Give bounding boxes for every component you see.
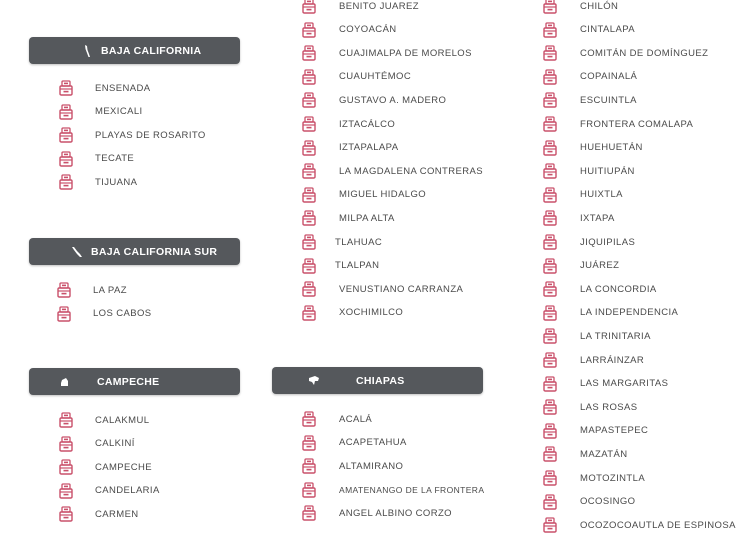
municipality-item[interactable] [301, 161, 483, 181]
municipality-label: CARMEN [95, 508, 139, 520]
municipality-item[interactable] [58, 149, 134, 169]
municipality-label: CAMPECHE [95, 461, 153, 473]
baja-california-sur-map-icon [69, 244, 85, 260]
municipality-label: XOCHIMILCO [339, 307, 404, 319]
ballot-box-icon [301, 92, 317, 108]
ballot-box-icon [542, 446, 558, 462]
municipality-label: OCOZOCOAUTLA DE ESPINOSA [580, 519, 736, 531]
ballot-box-icon [58, 151, 74, 167]
ballot-box-icon [542, 163, 558, 179]
municipality-label: MAZATÁN [580, 448, 628, 460]
ballot-box-icon [301, 0, 317, 14]
municipality-label: GUSTAVO A. MADERO [339, 94, 447, 106]
ballot-box-icon [58, 104, 74, 120]
ballot-box-icon [301, 281, 317, 297]
ballot-box-icon [542, 187, 558, 203]
ballot-box-icon [301, 45, 317, 61]
municipality-item[interactable] [301, 208, 395, 228]
municipality-item[interactable] [542, 397, 637, 417]
municipality-label: CANDELARIA [95, 485, 160, 497]
municipality-item[interactable] [56, 304, 152, 324]
ballot-box-icon [58, 506, 74, 522]
municipality-item[interactable] [301, 114, 395, 134]
municipality-label: MOTOZINTLA [580, 472, 646, 484]
municipality-item[interactable] [301, 43, 472, 63]
ballot-box-icon [58, 412, 74, 428]
municipality-label: CUAUHTÉMOC [339, 71, 412, 83]
municipality-item[interactable] [58, 172, 137, 192]
municipality-item[interactable] [542, 138, 643, 158]
municipality-item[interactable] [542, 279, 657, 299]
state-header-chiapas[interactable] [272, 367, 483, 394]
ballot-box-icon [301, 210, 317, 226]
ballot-box-icon [301, 69, 317, 85]
ballot-box-icon [301, 482, 317, 498]
ballot-box-icon [542, 328, 558, 344]
ballot-box-icon [542, 376, 558, 392]
state-header-campeche[interactable] [29, 368, 240, 395]
municipality-item[interactable] [542, 421, 648, 441]
baja-california-map-icon [79, 43, 95, 59]
ballot-box-icon [542, 470, 558, 486]
state-header-baja-california[interactable] [29, 37, 240, 64]
municipality-item[interactable] [542, 20, 635, 40]
ballot-box-icon [58, 127, 74, 143]
municipality-label: ENSENADA [95, 82, 151, 94]
municipality-item[interactable] [542, 0, 618, 16]
ballot-box-icon [58, 436, 74, 452]
municipality-label: JIQUIPILAS [580, 236, 636, 248]
municipality-label: VENUSTIANO CARRANZA [339, 283, 464, 295]
ballot-box-icon [542, 517, 558, 533]
ballot-box-icon [542, 22, 558, 38]
municipality-item[interactable] [301, 90, 446, 110]
ballot-box-icon [542, 116, 558, 132]
municipality-item[interactable] [301, 67, 411, 87]
ballot-box-icon [301, 411, 317, 427]
municipality-label: IXTAPA [580, 212, 615, 224]
ballot-box-icon [301, 116, 317, 132]
municipality-item[interactable] [542, 374, 668, 394]
municipality-label: LA PAZ [93, 284, 127, 296]
municipality-item[interactable] [542, 232, 635, 252]
municipality-item[interactable] [301, 503, 452, 523]
municipality-item[interactable] [58, 125, 206, 145]
ballot-box-icon [301, 305, 317, 321]
municipality-label: TECATE [95, 153, 135, 165]
ballot-box-icon [542, 45, 558, 61]
municipality-item[interactable] [58, 434, 135, 454]
municipality-label: OCOSINGO [580, 496, 636, 508]
municipality-label: ESCUINTLA [580, 94, 637, 106]
state-header-baja-california-sur[interactable] [29, 238, 240, 265]
municipality-item[interactable] [301, 279, 463, 299]
ballot-box-icon [301, 187, 317, 203]
municipality-label: TLAHUAC [335, 236, 383, 248]
municipality-label: FRONTERA COMALAPA [580, 118, 694, 130]
municipality-item[interactable] [58, 78, 150, 98]
municipality-label: HUEHUETÁN [580, 142, 643, 154]
municipality-label: IZTACÁLCO [339, 118, 396, 130]
municipality-label: LARRÁINZAR [580, 354, 645, 366]
municipality-label: PLAYAS DE ROSARITO [95, 129, 206, 141]
municipality-label: MIGUEL HIDALGO [339, 189, 427, 201]
municipality-item[interactable] [542, 444, 627, 464]
ballot-box-icon [542, 423, 558, 439]
ballot-box-icon [542, 92, 558, 108]
state-header-label: BAJA CALIFORNIA [101, 44, 202, 57]
municipality-label: HUITIUPÁN [580, 165, 635, 177]
municipality-item[interactable] [301, 256, 379, 276]
municipality-item[interactable] [542, 326, 651, 346]
ballot-box-icon [301, 458, 317, 474]
ballot-box-icon [542, 281, 558, 297]
municipality-label: LOS CABOS [93, 308, 152, 320]
municipality-item[interactable] [542, 468, 645, 488]
municipality-label: CUAJIMALPA DE MORELOS [339, 47, 472, 59]
chiapas-map-icon [306, 373, 322, 389]
municipality-item[interactable] [301, 185, 426, 205]
ballot-box-icon [542, 258, 558, 274]
municipality-label: CHILÓN [580, 0, 619, 12]
state-header-label: CHIAPAS [356, 374, 405, 387]
municipality-label: CALKINÍ [95, 438, 135, 450]
ballot-box-icon [301, 163, 317, 179]
municipality-item[interactable] [301, 456, 403, 476]
ballot-box-icon [542, 494, 558, 510]
ballot-box-icon [58, 459, 74, 475]
municipality-label: COYOACÁN [339, 24, 397, 36]
campeche-map-icon [57, 374, 73, 390]
ballot-box-icon [542, 399, 558, 415]
municipality-label: LA CONCORDIA [580, 283, 657, 295]
municipality-item[interactable] [58, 410, 149, 430]
municipality-item[interactable] [542, 303, 678, 323]
municipality-item[interactable] [542, 185, 623, 205]
municipality-label: CINTALAPA [580, 24, 635, 36]
municipality-item[interactable] [301, 303, 403, 323]
municipality-label: ANGEL ALBINO CORZO [339, 507, 452, 519]
state-header-label: BAJA CALIFORNIA SUR [91, 245, 218, 258]
municipality-item[interactable] [301, 409, 372, 429]
municipality-item[interactable] [301, 433, 407, 453]
municipality-label: LA INDEPENDENCIA [580, 307, 679, 319]
municipality-item[interactable] [58, 504, 139, 524]
municipality-item[interactable] [542, 114, 693, 134]
municipality-item[interactable] [542, 90, 637, 110]
municipality-item[interactable] [542, 350, 644, 370]
ballot-box-icon [58, 80, 74, 96]
ballot-box-icon [301, 22, 317, 38]
municipality-item[interactable] [301, 480, 484, 500]
municipality-label: LAS ROSAS [580, 401, 638, 413]
municipality-label: IZTAPALAPA [339, 142, 399, 154]
ballot-box-icon [301, 258, 317, 274]
municipality-item[interactable] [542, 67, 637, 87]
municipality-item[interactable] [58, 102, 143, 122]
municipality-item[interactable] [301, 20, 397, 40]
municipality-label: JUÁREZ [580, 260, 620, 272]
municipality-item[interactable] [58, 457, 152, 477]
municipality-item[interactable] [301, 0, 419, 16]
municipality-item[interactable] [542, 492, 635, 512]
ballot-box-icon [58, 483, 74, 499]
ballot-box-icon [542, 69, 558, 85]
municipality-label: COMITÁN DE DOMÍNGUEZ [580, 47, 709, 59]
municipality-label: MAPASTEPEC [580, 425, 649, 437]
municipality-item[interactable] [542, 43, 708, 63]
municipality-label: ALTAMIRANO [339, 460, 404, 472]
ballot-box-icon [301, 234, 317, 250]
ballot-box-icon [542, 0, 558, 14]
ballot-box-icon [301, 140, 317, 156]
municipality-item[interactable] [301, 232, 382, 252]
municipality-item[interactable] [542, 161, 635, 181]
ballot-box-icon [56, 282, 72, 298]
ballot-box-icon [301, 505, 317, 521]
ballot-box-icon [542, 234, 558, 250]
municipality-item[interactable] [58, 481, 160, 501]
state-header-label: CAMPECHE [97, 375, 160, 388]
ballot-box-icon [542, 305, 558, 321]
ballot-box-icon [542, 352, 558, 368]
ballot-box-icon [58, 174, 74, 190]
municipality-item[interactable] [301, 138, 398, 158]
municipality-label: ACAPETAHUA [339, 437, 407, 449]
municipality-label: LAS MARGARITAS [580, 378, 669, 390]
municipality-label: LA MAGDALENA CONTRERAS [339, 165, 483, 177]
municipality-item[interactable] [542, 208, 615, 228]
municipality-item[interactable] [542, 256, 619, 276]
ballot-box-icon [542, 210, 558, 226]
municipality-label: COPAINALÁ [580, 71, 638, 83]
municipality-label: BENITO JUAREZ [339, 0, 419, 12]
municipality-label: CALAKMUL [95, 414, 150, 426]
municipality-label: TLALPAN [335, 260, 380, 272]
municipality-label: MEXICALI [95, 106, 143, 118]
ballot-box-icon [301, 435, 317, 451]
municipality-label: LA TRINITARIA [580, 330, 651, 342]
ballot-box-icon [56, 306, 72, 322]
municipality-label: TIJUANA [95, 176, 138, 188]
municipality-label: ACALÁ [339, 413, 373, 425]
municipality-label: HUIXTLA [580, 189, 623, 201]
municipality-item[interactable] [542, 515, 736, 535]
ballot-box-icon [542, 140, 558, 156]
municipality-item[interactable] [56, 280, 127, 300]
municipality-label: MILPA ALTA [339, 212, 395, 224]
municipality-label: AMATENANGO DE LA FRONTERA [339, 484, 485, 495]
